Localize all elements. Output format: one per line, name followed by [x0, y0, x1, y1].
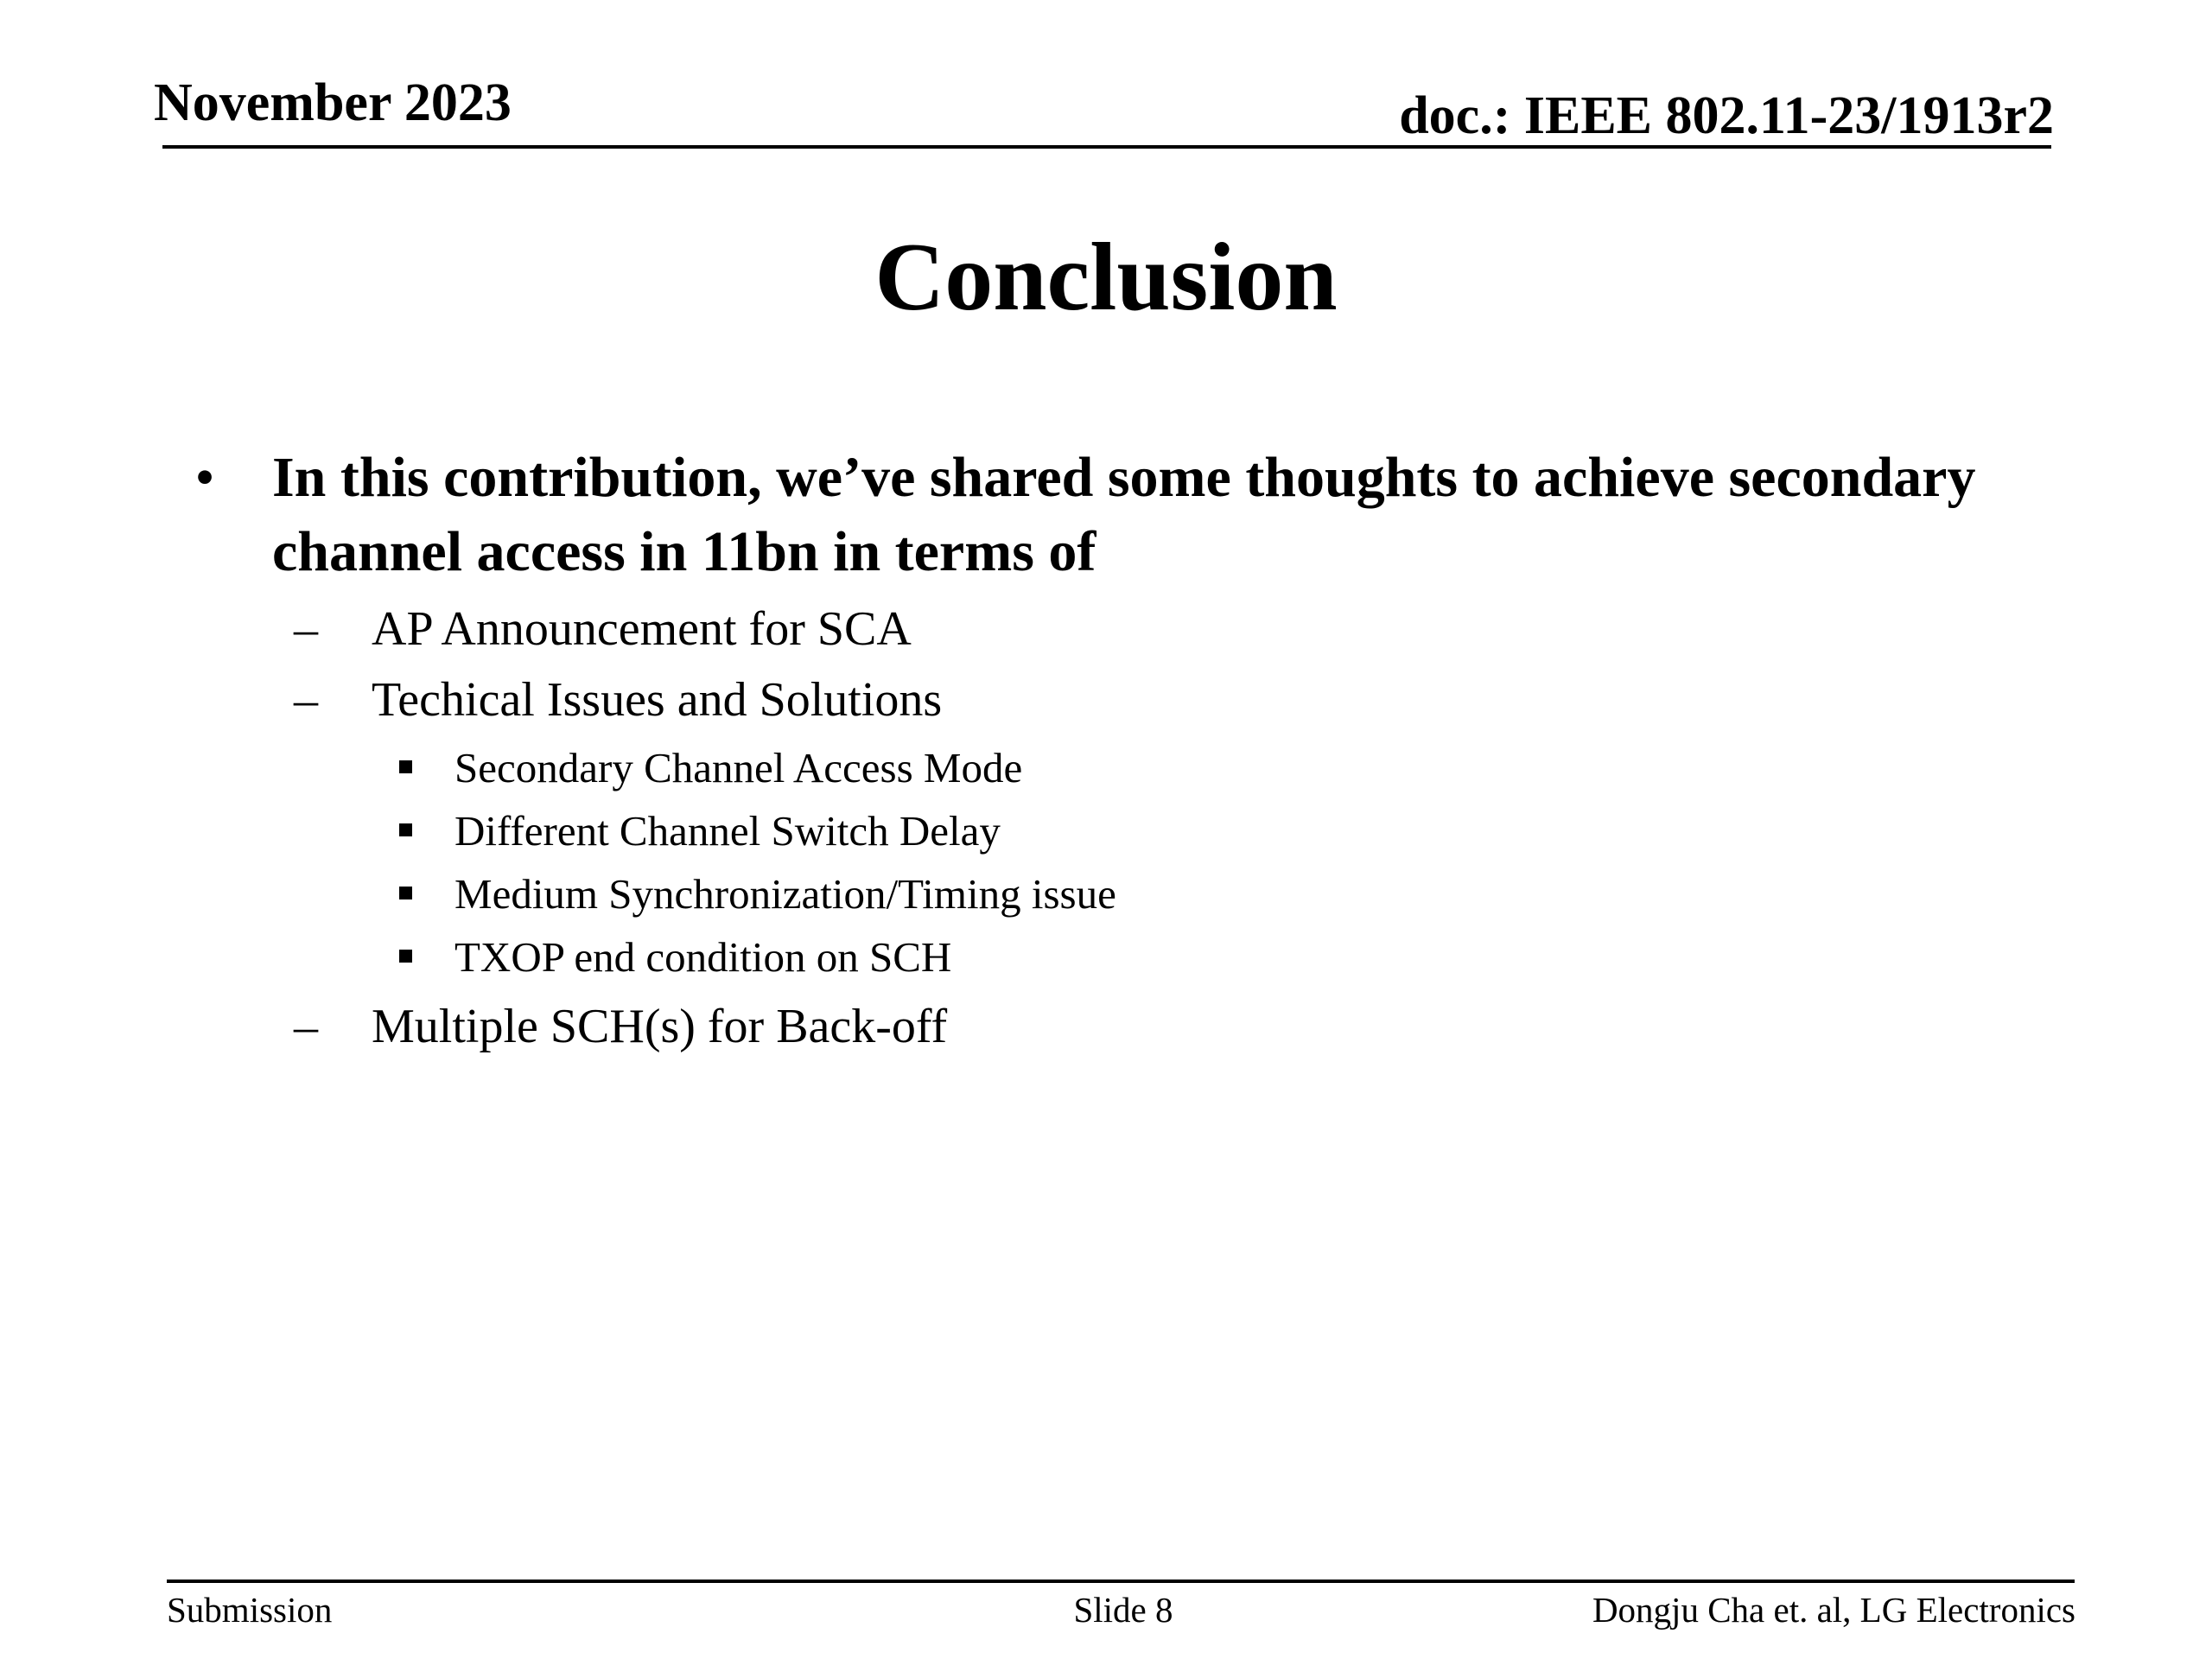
- footer-submission: Submission: [167, 1590, 333, 1630]
- main-bullet-text: In this contribution, we’ve shared some thoughts to achieve secondary channel access in 11bn in terms of: [272, 446, 1976, 583]
- square-bullet-icon: [399, 950, 412, 963]
- sub-sub-item-sca-mode: [399, 741, 2041, 795]
- sub-item-text: Multiple SCH(s) for Back-off: [372, 1000, 948, 1053]
- footer-slide-number: Slide 8: [1073, 1590, 1173, 1630]
- sub-sub-item-text: Secondary Channel Access Mode: [454, 744, 1023, 791]
- sub-item-text: Techical Issues and Solutions: [372, 673, 943, 727]
- sub-sub-item-medium-sync: [399, 868, 2041, 921]
- sub-item-text: AP Announcement for SCA: [372, 602, 912, 656]
- dash-marker: –: [294, 602, 318, 656]
- square-bullet-icon: [399, 887, 412, 899]
- footer-divider: [167, 1580, 2075, 1583]
- sub-sub-item-text: TXOP end condition on SCH: [454, 933, 952, 981]
- slide-title: Conclusion: [874, 224, 1338, 331]
- sub-item-multiple-sch: [294, 996, 2022, 1057]
- header-doc-id: doc.: IEEE 802.11-23/1913r2: [1399, 86, 2054, 145]
- sub-sub-item-text: Medium Synchronization/Timing issue: [454, 870, 1116, 918]
- sub-sub-item-switch-delay: [399, 804, 2041, 858]
- footer-author: Dongju Cha et. al, LG Electronics: [1592, 1590, 2075, 1630]
- sub-sub-item-text: Different Channel Switch Delay: [454, 807, 1001, 855]
- sub-item-technical-issues: [294, 670, 2022, 730]
- square-bullet-icon: [399, 760, 412, 773]
- dash-marker: –: [294, 673, 318, 727]
- bullet-marker: •: [194, 446, 215, 509]
- dash-marker: –: [294, 1000, 318, 1053]
- square-bullet-icon: [399, 823, 412, 836]
- sub-item-ap-announcement: [294, 599, 2022, 659]
- header-date: November 2023: [154, 73, 512, 132]
- sub-sub-item-txop-end: [399, 931, 2041, 984]
